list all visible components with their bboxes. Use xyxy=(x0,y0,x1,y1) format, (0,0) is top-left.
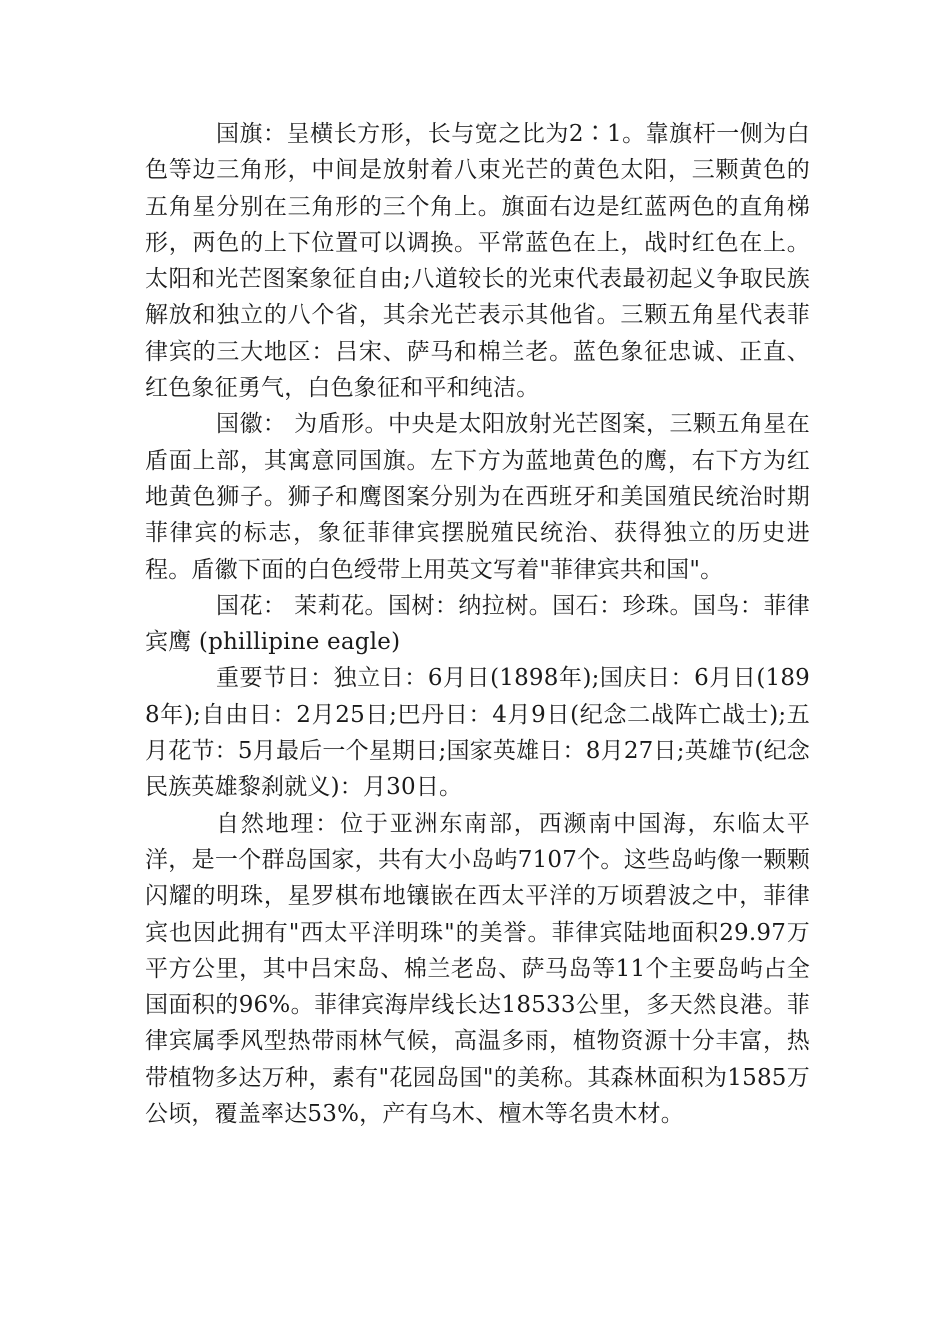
paragraph-national-symbols: 国花： 茉莉花。国树：纳拉树。国石：珍珠。国鸟：菲律宾鹰 (phillipine eagle) xyxy=(145,592,810,656)
paragraph-holidays: 重要节日：独立日：6月日(1898年);国庆日：6月日(1898年);自由日：2月25日;巴丹日：4月9日(纪念二战阵亡战士);五月花节：5月最后一个星期日;国家英雄日：8月27日;英雄节(纪念民族英雄黎刹就义)：月30日。 xyxy=(145,665,810,801)
document-body xyxy=(145,116,810,1132)
paragraph-geography: 自然地理：位于亚洲东南部，西濒南中国海，东临太平洋，是一个群岛国家，共有大小岛屿7107个。这些岛屿像一颗颗闪耀的明珠，星罗棋布地镶嵌在西太平洋的万顷碧波之中，菲律宾也因此拥有"西太平洋明珠"的美誉。菲律宾陆地面积29.97万平方公里，其中吕宋岛、棉兰老岛、萨马岛等11个主要岛屿占全国面积的96%。菲律宾海岸线长达18533公里，多天然良港。菲律宾属季风型热带雨林气候，高温多雨，植物资源十分丰富，热带植物多达万种，素有"花园岛国"的美称。其森林面积为1585万公顷，覆盖率达53%，产有乌木、檀木等名贵木材。 xyxy=(145,810,810,1128)
paragraph-national-flag: 国旗：呈横长方形，长与宽之比为2∶1。靠旗杆一侧为白色等边三角形，中间是放射着八束光芒的黄色太阳，三颗黄色的五角星分别在三角形的三个角上。旗面右边是红蓝两色的直角梯形，两色的上下位置可以调换。平常蓝色在上，战时红色在上。太阳和光芒图案象征自由;八道较长的光束代表最初起义争取民族解放和独立的八个省，其余光芒表示其他省。三颗五角星代表菲律宾的三大地区：吕宋、萨马和棉兰老。蓝色象征忠诚、正直、红色象征勇气，白色象征和平和纯洁。 xyxy=(145,121,810,402)
paragraph-national-emblem: 国徽： 为盾形。中央是太阳放射光芒图案，三颗五角星在盾面上部，其寓意同国旗。左下方为蓝地黄色的鹰，右下方为红地黄色狮子。狮子和鹰图案分别为在西班牙和美国殖民统治时期菲律宾的标志，象征菲律宾摆脱殖民统治、获得独立的历史进程。盾徽下面的白色绶带上用英文写着"菲律宾共和国"。 xyxy=(145,411,810,583)
